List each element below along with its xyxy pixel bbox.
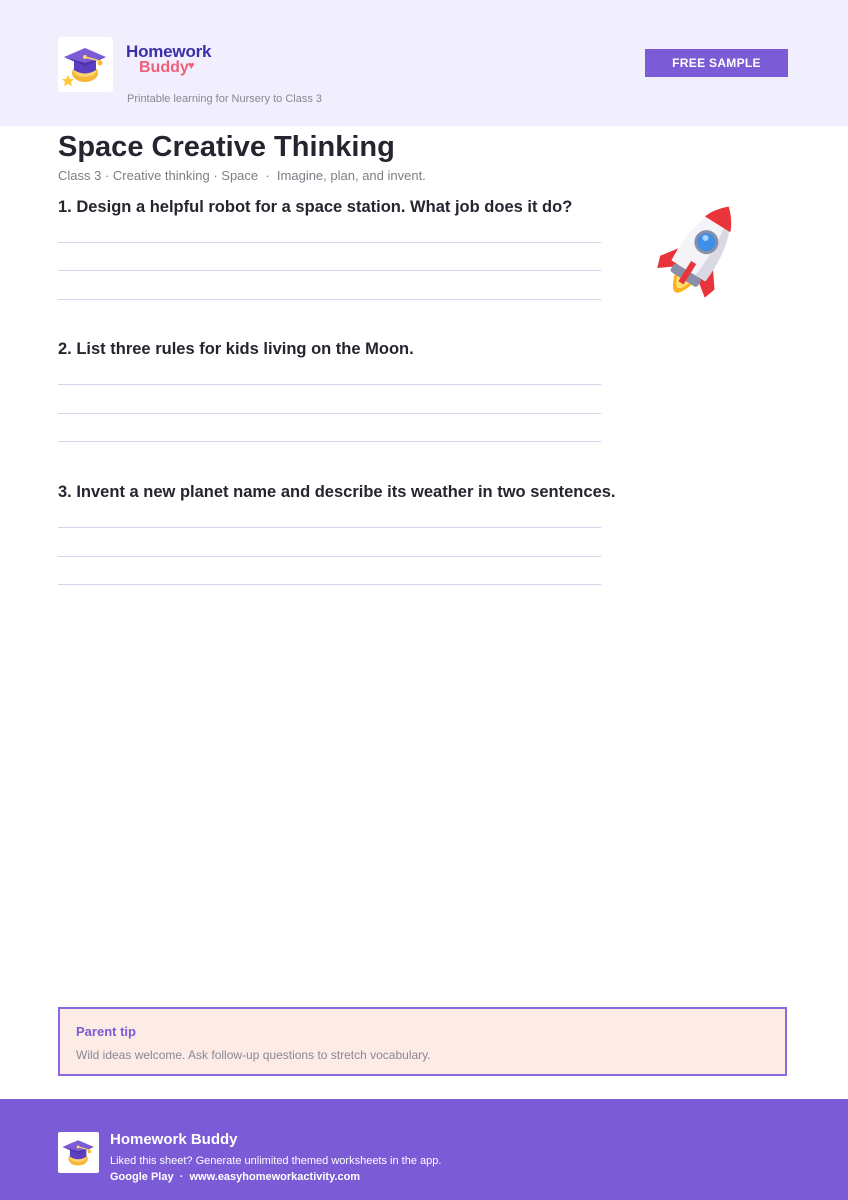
answer-line[interactable] [58,242,601,243]
answer-line[interactable] [58,527,601,528]
graduation-cap-icon [58,1132,99,1173]
answer-line[interactable] [58,556,601,557]
website-link[interactable]: www.easyhomeworkactivity.com [189,1171,361,1183]
tagline: Printable learning for Nursery to Class 3 [127,93,323,105]
brand-name-line2: Buddy [139,59,189,76]
footer-links [110,1171,360,1183]
footer-title: Homework Buddy [110,1131,238,1148]
question-2: 2. List three rules for kids living on the Moon. [58,340,414,358]
answer-line[interactable] [58,584,601,585]
question-1: 1. Design a helpful robot for a space station. What job does it do? [58,198,573,216]
answer-line[interactable] [58,384,601,385]
answer-line[interactable] [58,299,601,300]
answer-line[interactable] [58,413,601,414]
rocket-icon [645,192,753,314]
footer-text: Liked this sheet? Generate unlimited themed worksheets in the app. [110,1155,442,1167]
brand-name-line1: Homework [126,42,212,61]
parent-tip-body: Wild ideas welcome. Ask follow-up questions to stretch vocabulary. [76,1048,431,1062]
footer-logo [58,1132,99,1173]
parent-tip-title: Parent tip [76,1024,136,1039]
google-play-link[interactable]: Google Play [110,1171,174,1183]
page-title: Space Creative Thinking [58,131,395,163]
free-sample-badge: FREE SAMPLE [645,49,788,77]
answer-line[interactable] [58,270,601,271]
page-subtitle: Class 3 · Creative thinking · Space · Imagine, plan, and invent. [58,168,426,183]
heart-icon: ♥ [188,60,195,72]
page-header [0,0,848,126]
question-3: 3. Invent a new planet name and describe its weather in two sentences. [58,483,616,501]
answer-line[interactable] [58,441,601,442]
page-footer [0,1099,848,1200]
brand-logo [58,37,113,92]
footer-separator: · [179,1171,184,1183]
graduation-cap-icon [58,37,113,92]
parent-tip-box [58,1007,787,1076]
